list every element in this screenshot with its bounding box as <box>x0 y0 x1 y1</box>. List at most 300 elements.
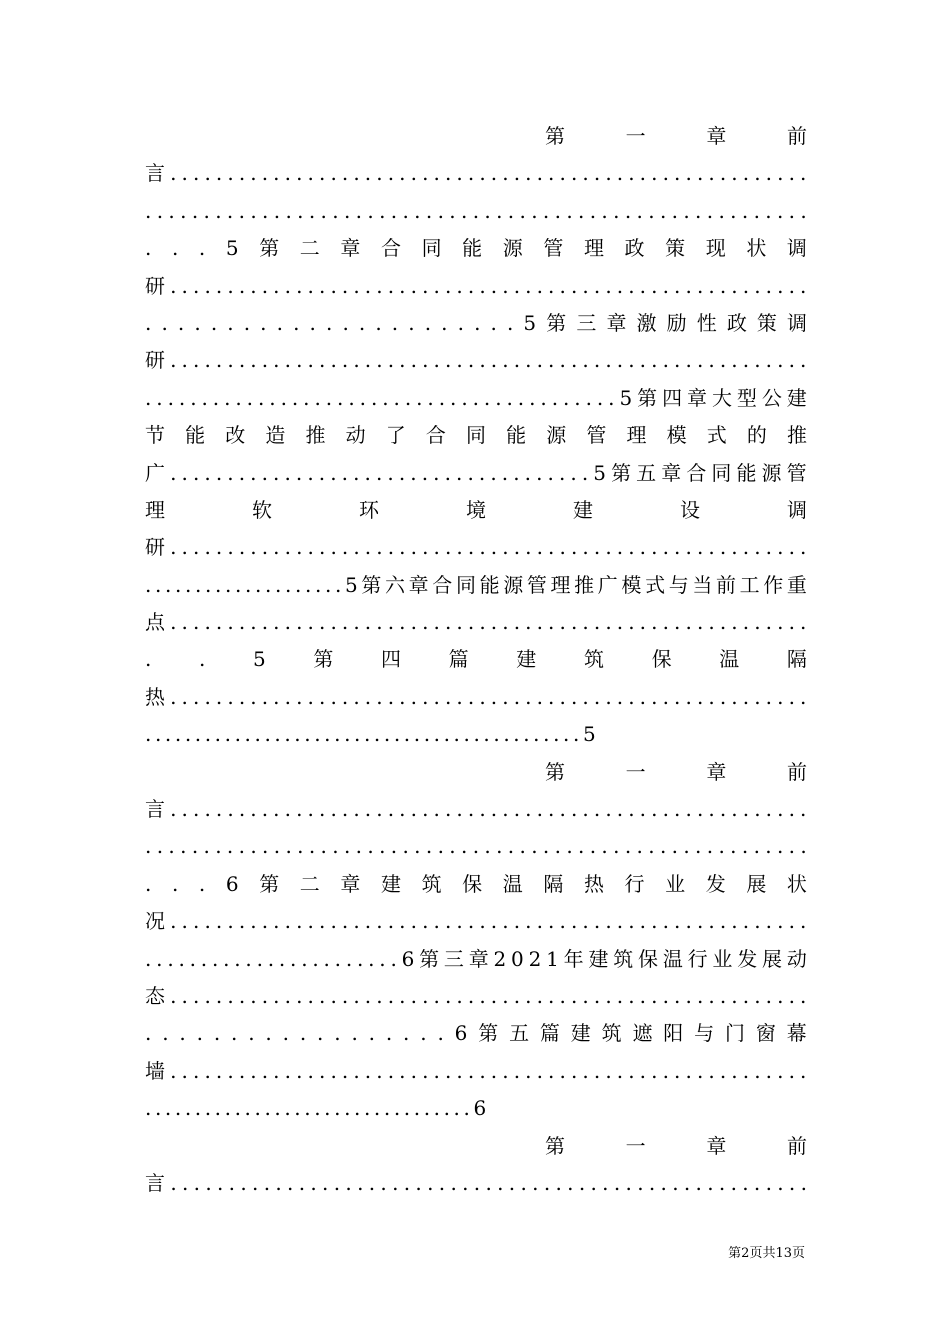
toc-char: 业 <box>665 871 686 896</box>
leader-dot: . <box>330 273 337 298</box>
leader-dot: . <box>672 1170 679 1195</box>
leader-dot: . <box>520 1170 527 1195</box>
leader-dot: . <box>731 797 738 822</box>
leader-dot: . <box>226 198 234 223</box>
leader-dot: . <box>307 535 314 560</box>
leader-dot: . <box>554 198 561 223</box>
leader-dot: . <box>548 1058 555 1083</box>
leader-dot: . <box>363 1096 371 1121</box>
toc-char: 同 <box>466 423 486 448</box>
toc-line <box>145 118 807 155</box>
toc-line <box>145 604 807 641</box>
leader-dot: . <box>145 385 152 410</box>
leader-dot: . <box>307 797 314 822</box>
toc-line <box>145 1090 807 1127</box>
leader-dot: . <box>433 1096 440 1121</box>
toc-line <box>145 978 807 1015</box>
leader-dot: . <box>390 198 398 223</box>
leader-dot: . <box>800 797 807 822</box>
leader-dot: . <box>295 460 303 485</box>
leader-dot: . <box>788 909 795 934</box>
leader-dot: . <box>250 797 257 822</box>
leader-dot: . <box>204 722 212 747</box>
leader-dot: . <box>296 909 303 934</box>
leader-dot: . <box>199 647 206 672</box>
leader-dot: . <box>495 385 502 410</box>
leader-dot: . <box>318 684 326 709</box>
leader-dot: . <box>246 385 254 410</box>
leader-dot: . <box>543 722 550 747</box>
leader-dot: . <box>294 1096 301 1121</box>
leader-dot: . <box>245 946 252 971</box>
leader-dot: . <box>601 834 608 859</box>
toc-char: 能 <box>462 236 483 261</box>
leader-dot: . <box>205 1170 212 1195</box>
toc-char: 1 <box>546 946 559 971</box>
toc-line <box>145 641 807 678</box>
leader-dot: . <box>566 834 573 859</box>
leader-dot: . <box>708 797 715 822</box>
leader-dot: . <box>296 161 303 186</box>
toc-char: 激 <box>636 310 657 335</box>
leader-dot: . <box>467 610 475 635</box>
leader-dot: . <box>194 722 202 747</box>
toc-char: 动 <box>345 423 366 448</box>
leader-dot: . <box>605 273 612 298</box>
leader-dot: . <box>145 834 152 859</box>
leader-dot: . <box>462 1170 469 1195</box>
leader-dot: . <box>558 460 566 485</box>
leader-dot: . <box>479 1058 486 1083</box>
leader-dot: . <box>639 273 647 298</box>
leader-dot: . <box>322 1170 329 1195</box>
leader-dot: . <box>708 348 715 373</box>
leader-dot: . <box>307 909 314 934</box>
leader-dot: . <box>467 797 475 822</box>
leader-dot: . <box>582 161 589 186</box>
leader-dot: . <box>754 684 761 709</box>
leader-dot: . <box>708 983 715 1008</box>
leader-dot: . <box>708 1058 715 1083</box>
leader-dot: . <box>616 1058 624 1083</box>
toc-char: 与 <box>694 1021 715 1046</box>
leader-dot: . <box>250 161 257 186</box>
leader-dot: . <box>461 385 468 410</box>
leader-dot: . <box>542 198 550 223</box>
leader-dot: . <box>318 535 326 560</box>
leader-dot: . <box>364 983 372 1008</box>
leader-dot: . <box>501 460 509 485</box>
toc-char: 保 <box>638 946 659 971</box>
leader-dot: . <box>410 535 417 560</box>
leader-dot: . <box>423 722 431 747</box>
leader-dot: . <box>525 684 532 709</box>
leader-dot: . <box>593 797 601 822</box>
leader-dot: . <box>605 983 612 1008</box>
leader-dot: . <box>413 722 421 747</box>
leader-dot: . <box>285 572 292 597</box>
leader-dot: . <box>191 198 199 223</box>
leader-dot: . <box>178 385 186 410</box>
toc-char: 第 <box>419 946 440 971</box>
leader-dot: . <box>800 684 807 709</box>
leader-dot: . <box>496 834 503 859</box>
leader-dot: . <box>444 460 451 485</box>
leader-dot: . <box>437 198 444 223</box>
leader-dot: . <box>507 198 515 223</box>
leader-dot: . <box>443 722 450 747</box>
leader-dot: . <box>696 909 704 934</box>
leader-dot: . <box>593 610 601 635</box>
leader-dot: . <box>410 797 417 822</box>
leader-dot: . <box>651 983 658 1008</box>
leader-dot: . <box>215 198 222 223</box>
leader-dot: . <box>719 1058 727 1083</box>
leader-dot: . <box>353 909 360 934</box>
leader-dot: . <box>593 1058 601 1083</box>
leader-dot: . <box>605 909 612 934</box>
leader-dot: . <box>318 161 326 186</box>
toc-char: 发 <box>705 871 726 896</box>
leader-dot: . <box>297 834 304 859</box>
leader-dot: . <box>353 1058 360 1083</box>
toc-char: 2 <box>493 946 507 971</box>
leader-dot: . <box>696 610 704 635</box>
leader-dot: . <box>193 983 200 1008</box>
leader-dot: . <box>532 1170 539 1195</box>
leader-dot: . <box>318 460 326 485</box>
leader-dot: . <box>707 1170 714 1195</box>
leader-dot: . <box>261 610 269 635</box>
leader-dot: . <box>304 1096 311 1121</box>
toc-line <box>145 492 807 529</box>
leader-dot: . <box>353 983 360 1008</box>
leader-dot: . <box>364 610 372 635</box>
leader-dot: . <box>261 983 269 1008</box>
toc-char: 窗 <box>755 1021 776 1046</box>
leader-dot: . <box>178 946 185 971</box>
leader-dot: . <box>456 161 463 186</box>
leader-dot: . <box>299 1021 307 1046</box>
leader-dot: . <box>254 1096 261 1121</box>
leader-dot: . <box>379 834 386 859</box>
leader-dot: . <box>227 983 234 1008</box>
leader-dot: . <box>536 797 543 822</box>
leader-dot: . <box>490 610 498 635</box>
leader-dot: . <box>551 385 559 410</box>
leader-dot: . <box>181 610 188 635</box>
leader-dot: . <box>341 460 348 485</box>
leader-dot: . <box>364 797 372 822</box>
leader-dot: . <box>392 1170 399 1195</box>
leader-dot: . <box>181 161 188 186</box>
leader-dot: . <box>295 572 302 597</box>
leader-dot: . <box>414 198 421 223</box>
leader-dot: . <box>651 161 658 186</box>
leader-dot: . <box>275 572 282 597</box>
leader-dot: . <box>376 348 383 373</box>
leader-dot: . <box>424 310 432 335</box>
toc-char: 第 <box>313 647 334 672</box>
toc-char: 5 <box>253 647 266 672</box>
leader-dot: . <box>353 535 360 560</box>
leader-dot: . <box>578 834 585 859</box>
toc-char: 展 <box>746 871 767 896</box>
leader-dot: . <box>648 1170 656 1195</box>
toc-char: 热 <box>583 871 604 896</box>
leader-dot: . <box>765 834 772 859</box>
leader-dot: . <box>273 684 280 709</box>
leader-dot: . <box>265 572 272 597</box>
leader-dot: . <box>291 385 299 410</box>
leader-dot: . <box>375 310 382 335</box>
leader-dot: . <box>438 1170 446 1195</box>
leader-dot: . <box>262 198 269 223</box>
leader-dot: . <box>196 1021 203 1046</box>
leader-dot: . <box>624 198 632 223</box>
leader-dot: . <box>267 946 275 971</box>
leader-dot: . <box>303 385 310 410</box>
leader-dot: . <box>376 983 383 1008</box>
toc-char: 理 <box>583 236 604 261</box>
toc-char: 合 <box>686 460 707 485</box>
leader-dot: . <box>367 198 374 223</box>
leader-dot: . <box>330 1058 337 1083</box>
leader-dot: . <box>444 610 452 635</box>
leader-dot: . <box>227 161 234 186</box>
leader-dot: . <box>224 1096 231 1121</box>
leader-dot: . <box>170 348 177 373</box>
leader-dot: . <box>536 610 543 635</box>
leader-dot: . <box>674 684 681 709</box>
toc-char: 式 <box>706 423 727 448</box>
leader-dot: . <box>450 1170 457 1195</box>
toc-char: 五 <box>509 1021 530 1046</box>
leader-dot: . <box>502 610 509 635</box>
leader-dot: . <box>731 983 738 1008</box>
leader-dot: . <box>273 348 280 373</box>
leader-dot: . <box>215 348 223 373</box>
leader-dot: . <box>754 273 761 298</box>
toc-char: 同 <box>421 236 442 261</box>
leader-dot: . <box>204 1096 212 1121</box>
leader-dot: . <box>334 946 342 971</box>
leader-dot: . <box>343 834 351 859</box>
leader-dot: . <box>548 909 555 934</box>
leader-dot: . <box>765 909 773 934</box>
leader-dot: . <box>324 1096 331 1121</box>
leader-dot: . <box>156 198 164 223</box>
leader-dot: . <box>227 909 234 934</box>
leader-dot: . <box>696 273 704 298</box>
leader-dot: . <box>181 909 188 934</box>
leader-dot: . <box>145 1096 152 1121</box>
leader-dot: . <box>433 161 440 186</box>
leader-dot: . <box>421 460 429 485</box>
leader-dot: . <box>364 684 372 709</box>
leader-dot: . <box>193 273 200 298</box>
leader-dot: . <box>639 983 647 1008</box>
leader-dot: . <box>145 572 152 597</box>
leader-dot: . <box>753 1170 761 1195</box>
leader-dot: . <box>399 348 406 373</box>
toc-char: 管 <box>786 460 807 485</box>
leader-dot: . <box>674 348 681 373</box>
leader-dot: . <box>393 385 400 410</box>
leader-dot: . <box>227 797 234 822</box>
leader-dot: . <box>254 722 261 747</box>
leader-dot: . <box>165 572 172 597</box>
leader-dot: . <box>355 834 363 859</box>
leader-dot: . <box>467 909 475 934</box>
leader-dot: . <box>422 348 429 373</box>
leader-dot: . <box>227 610 234 635</box>
toc-char: 保 <box>462 871 483 896</box>
leader-dot: . <box>425 834 433 859</box>
leader-dot: . <box>341 161 349 186</box>
leader-dot: . <box>393 1096 401 1121</box>
leader-dot: . <box>616 348 624 373</box>
leader-dot: . <box>718 834 725 859</box>
leader-dot: . <box>553 722 560 747</box>
leader-dot: . <box>529 385 536 410</box>
leader-dot: . <box>284 1058 291 1083</box>
leader-dot: . <box>375 460 383 485</box>
leader-dot: . <box>383 1096 391 1121</box>
leader-dot: . <box>674 909 681 934</box>
leader-dot: . <box>330 797 337 822</box>
leader-dot: . <box>444 535 452 560</box>
leader-dot: . <box>280 385 287 410</box>
leader-dot: . <box>525 983 532 1008</box>
leader-dot: . <box>559 535 566 560</box>
leader-dot: . <box>403 722 411 747</box>
leader-dot: . <box>463 1096 470 1121</box>
leader-dot: . <box>215 161 223 186</box>
leader-dot: . <box>170 1058 177 1083</box>
leader-dot: . <box>320 198 327 223</box>
leader-dot: . <box>671 834 678 859</box>
leader-dot: . <box>180 198 187 223</box>
leader-dot: . <box>364 909 372 934</box>
leader-dot: . <box>444 684 452 709</box>
leader-dot: . <box>463 722 470 747</box>
leader-dot: . <box>479 983 486 1008</box>
leader-dot: . <box>261 348 269 373</box>
toc-line <box>145 455 807 492</box>
leader-dot: . <box>290 946 297 971</box>
leader-dot: . <box>433 797 440 822</box>
leader-dot: . <box>353 348 360 373</box>
leader-dot: . <box>548 161 555 186</box>
toc-char: 五 <box>636 460 657 485</box>
toc-char: 0 <box>511 946 524 971</box>
leader-dot: . <box>318 909 326 934</box>
toc-char: 筑 <box>613 946 634 971</box>
leader-dot: . <box>204 348 211 373</box>
leader-dot: . <box>345 1170 352 1195</box>
leader-dot: . <box>559 1058 566 1083</box>
leader-dot: . <box>467 460 474 485</box>
leader-dot: . <box>513 909 521 934</box>
leader-dot: . <box>145 236 152 261</box>
leader-dot: . <box>403 1170 411 1195</box>
leader-dot: . <box>453 722 460 747</box>
leader-dot: . <box>181 273 188 298</box>
leader-dot: . <box>170 535 177 560</box>
toc-char: 第 <box>259 871 280 896</box>
leader-dot: . <box>719 610 727 635</box>
leader-dot: . <box>800 610 807 635</box>
leader-dot: . <box>307 983 314 1008</box>
toc-char: 合 <box>425 423 446 448</box>
toc-char: 建 <box>573 497 593 522</box>
leader-dot: . <box>662 909 669 934</box>
leader-dot: . <box>683 198 690 223</box>
leader-dot: . <box>765 983 773 1008</box>
toc-line <box>145 230 807 267</box>
leader-dot: . <box>536 348 543 373</box>
leader-dot: . <box>341 684 349 709</box>
leader-dot: . <box>284 1096 291 1121</box>
leader-dot: . <box>433 1058 440 1083</box>
toc-char: 6 <box>225 871 239 896</box>
toc-line-text <box>545 118 807 155</box>
leader-dot: . <box>156 385 163 410</box>
leader-dot: . <box>410 983 417 1008</box>
leader-dot: . <box>402 834 409 859</box>
leader-dot: . <box>262 834 269 859</box>
leader-dot: . <box>472 385 479 410</box>
leader-dot: . <box>788 983 795 1008</box>
toc-char: 现 <box>705 236 726 261</box>
leader-dot: . <box>490 310 497 335</box>
toc-line <box>145 268 807 305</box>
leader-dot: . <box>363 722 371 747</box>
leader-dot: . <box>261 909 269 934</box>
leader-dot: . <box>731 909 738 934</box>
toc-char: 改 <box>225 423 246 448</box>
leader-dot: . <box>354 1096 361 1121</box>
leader-dot: . <box>227 535 234 560</box>
leader-dot: . <box>305 572 312 597</box>
leader-dot: . <box>181 460 188 485</box>
leader-dot: . <box>674 797 681 822</box>
leader-dot: . <box>456 610 463 635</box>
leader-dot: . <box>483 722 490 747</box>
leader-dot: . <box>639 535 647 560</box>
leader-dot: . <box>685 909 692 934</box>
leader-dot: . <box>570 535 578 560</box>
leader-dot: . <box>540 385 547 410</box>
leader-dot: . <box>410 684 417 709</box>
leader-dot: . <box>456 1058 463 1083</box>
leader-dot: . <box>765 610 773 635</box>
toc-line <box>145 754 807 791</box>
leader-dot: . <box>548 983 555 1008</box>
leader-dot: . <box>274 722 281 747</box>
leader-dot: . <box>519 834 526 859</box>
leader-dot: . <box>330 610 337 635</box>
toc-char: 二 <box>299 236 320 261</box>
toc-char: 第 <box>478 1021 499 1046</box>
toc-char: 源 <box>761 460 782 485</box>
leader-dot: . <box>639 909 647 934</box>
leader-dot: . <box>531 198 538 223</box>
leader-dot: . <box>719 684 727 709</box>
leader-dot: . <box>742 983 750 1008</box>
toc-line <box>145 866 807 903</box>
